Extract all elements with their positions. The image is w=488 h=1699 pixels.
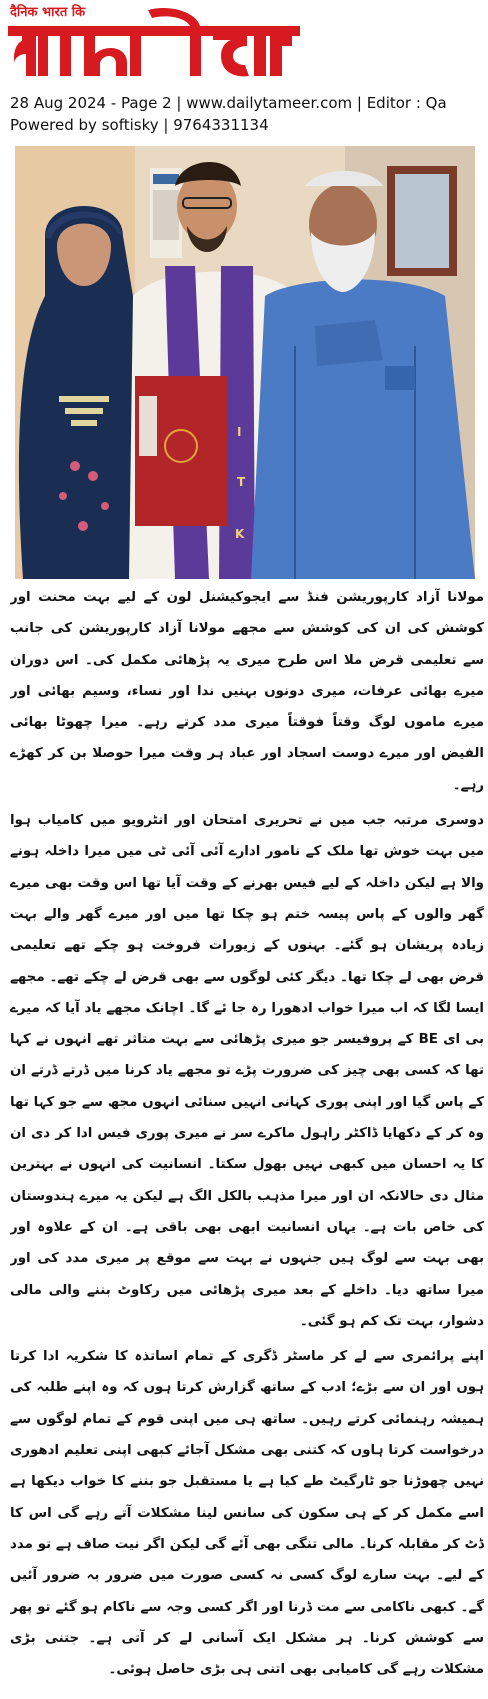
article-paragraph-3: اپنے پرائمری سے لے کر ماسٹر ڈگری کے تمام اساتذہ کا شکریہ ادا کرتا ہوں اور ان سے بڑے؛ ادب کے ساتھ گزارش کرتا ہوں کہ وہ اپنے طلبہ کی ہمیشہ رہنمائی کرتے رہیں۔ ساتھ ہی میں اپنی قوم کے تمام لوگوں سے درخواست کرتا ہاوں کہ کتنی بھی مشکل آجائے کبھی اپنی تعلیم ادھوری نہیں چھوڑنا جو ٹارگیٹ طے کیا ہے یا مستقبل جو بننے کا خواب دیکھا ہے اسے مکمل کر کے ہی سکون کی سانس لینا مشکلات آتے رہے گی اس کا ڈٹ کر مقابلہ کرنا۔ مالی تنگی بھی آئے گی لیکن اگر نیت صاف ہے تو مدد کے لیے۔ بہت سارے لوگ کسی نہ کسی صورت میں ضرور بہ ضرور آئیں گے۔ کبھی ناکامی سے مت ڈرنا اور اگر کسی وجہ سے ناکام ہو گئے تو پھر سے کوشش کرنا۔ ہر مشکل ایک آسانی لے کر آتی ہے۔ جتنی بڑی مشکلات رہے گی کامیابی بھی اتنی ہی بڑی حاصل ہوئی۔ xyxy=(10,1349,484,1678)
svg-text:T: T xyxy=(237,475,246,489)
svg-text:K: K xyxy=(235,527,245,541)
masthead-tagline: दैनिक भारत कि xyxy=(10,5,86,20)
article-paragraph-2: دوسری مرتبہ جب میں نے تحریری امتحان اور انٹرویو میں کامیاب ہوا میں بہت خوش تھا ملک کے نامور ادارے آئی آئی ٹی میں میرا داخلہ ہونے والا ہے لیکن داخلہ کے لیے فیس بھرنے کے وقت آیا تھا اس وقت بھی میرے گھر والوں کے پاس پیسہ ختم ہو چکا تھا میں اور میرے گھر والے بہت زیادہ پریشان ہو گئے۔ بہنوں کے زیورات فروخت ہو چکے تھے تعلیمی قرض بھی لے چکا تھا۔ دیگر کئی لوگوں سے بھی قرض لے چکے تھے۔ مجھے ایسا لگا کہ اب میرا خواب ادھورا رہ جا ئے گا۔ اچانک مجھے یاد آیا کہ میرے بی ای BE کے پروفیسر جو میری پڑھائی سے بہت متاثر تھے انہوں نے کہا تھا کہ کسی بھی چیز کی ضرورت پڑے تو مجھے یاد کرنا میں ڈرتے ڈرتے ان کے پاس گیا اور اپنی پوری کہانی انہیں سنائی انہوں مجھ سے جو کہا تھا وہ کر کے دکھایا ڈاکٹر راہول ماکرے سر نے میری پوری فیس ادا کر دی ان کا یہ احسان میں کبھی نہیں بھول سکتا۔ انسانیت کی انہوں نے بہترین مثال دی حالانکہ ان اور میرا مذہب بالکل الگ ہے لیکن یہ میرے ہندوستان کی خاص بات ہے۔ یہاں انسانیت ابھی بھی باقی ہے۔ ان کے علاوہ اور بھی بہت سے لوگ ہیں جنہوں نے بہت سے موقع پر میری مدد کی اور میرا ساتھ دیا۔ داخلے کے بعد میری پڑھائی میں رکاوٹ بننے والی مالی دشوار، بہت تک کم ہو گئی۔ xyxy=(10,813,484,1329)
stole-lettering: I xyxy=(237,425,242,439)
article-body xyxy=(10,582,484,1692)
powered-by-line: Powered by softisky | 9764331134 xyxy=(10,116,269,134)
article-paragraph-1: مولانا آزاد کارپوریشن فنڈ سے ایجوکیشنل لون کے لیے بہت محنت اور کوشش کی ان کی کوشش سے مجھے مولانا آزاد کارپوریشن کی جانب سے تعلیمی قرض ملا اس طرح میری یہ پڑھائی مکمل کی۔ اس دوران میرے بھائی عرفات، میری دونوں بہنیں ندا اور نساء، وسیم بھائی اور میرے ماموں لوگ وقتاً فوقتاً میری مدد کرتے رہے۔ میرا چھوٹا بھائی الفیض اور میرے دوست اسجاد اور عباد ہر وقت میرا حوصلا بن کر کھڑے رہے۔ xyxy=(10,590,484,793)
article-photo xyxy=(15,146,475,579)
masthead xyxy=(0,0,488,80)
dateline: 28 Aug 2024 - Page 2 | www.dailytameer.com | Editor : Qa xyxy=(10,94,447,112)
newspaper-logo xyxy=(8,6,300,80)
